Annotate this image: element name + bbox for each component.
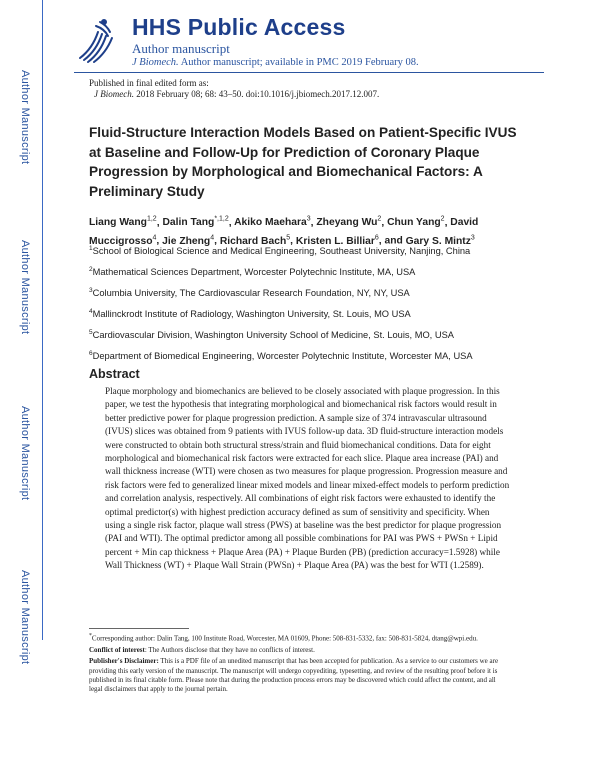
sidebar-label: Author Manuscript	[19, 405, 31, 501]
header-journal[interactable]: J Biomech.	[132, 57, 179, 68]
affiliation: $^1$School of Biological Science and Medical Engineering, Southeast University, Nanjing, China	[89, 245, 471, 257]
publication-citation	[94, 89, 379, 99]
sidebar-label: Author Manuscript	[19, 239, 31, 335]
author: David Muccigrosso$^4$	[89, 217, 479, 247]
header-citation-rest: Author manuscript; available in PMC 2019 February 08.	[180, 57, 419, 68]
author: Richard Bach$^5$	[219, 234, 291, 247]
author: Gary S. Mintz$^3$	[405, 234, 475, 247]
author: Liang Wang$^{1,2}$	[89, 216, 157, 229]
affiliation: $^3$Columbia University, The Cardiovascular Research Foundation, NY, NY, USA	[89, 287, 410, 299]
abstract-body: Plaque morphology and biomechanics are believed to be closely associated with plaque progression. In this paper, we test the hypothesis that integrating morphological and biomechanical risk factors would result in better predictive power for plaque progression prediction. A sample size of 374 intravascular ultrasound (IVUS) slices was obtained from 9 patients with IVUS follow-up data. 3D fluid-structure interaction models were constructed to obtain both structural stress/strain and fluid biomechanical conditions. Data for eight morphological and biomechanical risk factors were extracted for each slice. Plaque area increase (PAI) and wall thickness increase (WTI) were chosen as two measures for plaque progression. Progression measure and risk factors were fed to generalized linear mixed models and linear mixed-effect models to perform prediction and correlation analysis, respectively. All combinations of eight risk factors were exhausted to identify the optimal predictor(s) with highest prediction accuracy defined as sum of sensitivity and specificity. When using a single risk factor, plaque wall stress (PWS) at baseline was the best predictor for plaque progression (PAI and WTI). The optimal predictor among all possible combinations for PAI was PWS + PWSn + Lipid percent + Min cap thickness + Plaque Area (PA) + Plaque Burden (PB) (prediction accuracy=1.5928) while Wall Thickness (WT) + Plaque Wall Strain (PWSn) + Plaque Area (PA) was the best for WTI (1.2589).	[105, 386, 510, 571]
author: Zheyang Wu$^2$	[316, 216, 382, 229]
header-subtitle: Author manuscript	[132, 41, 230, 56]
affiliation: $^5$Cardiovascular Division, Washington University School of Medicine, St. Louis, MO, USA	[89, 329, 454, 341]
sidebar-label: Author Manuscript	[19, 69, 31, 165]
author: Jie Zheng$^4$	[162, 234, 215, 247]
affiliation: $^6$Department of Biomedical Engineering, Worcester Polytechnic Institute, Worcester MA, USA	[89, 350, 473, 362]
conflict-of-interest-note: Conflict of interest: The Authors disclose that they have no conflicts of interest.	[89, 645, 315, 654]
abstract-heading: Abstract	[89, 367, 140, 381]
author: Dalin Tang$^{*,1,2}$	[162, 216, 229, 229]
publication-details[interactable]: 2018 February 08; 68: 43–50. doi:10.1016/j.jbiomech.2017.12.007.	[136, 89, 380, 99]
header-title: HHS Public Access	[132, 14, 346, 40]
paper-title: Fluid-Structure Interaction Models Based on Patient-Specific IVUS at Baseline and Follow-Up for Prediction of Coronary Plaque Progression by Morphological and Biomechanical Factors: A Preliminary Study	[89, 125, 517, 199]
author-list: Liang Wang$^{1,2}$, Dalin Tang$^{*,1,2}$, Akiko Maehara$^3$, Zheyang Wu$^2$, Chun Yang$^2$, David Muccigrosso$^4$, Jie Zheng$^4$, Richard Bach$^5$, Kristen L. Billiar$^6$, and Gary S. Mintz$^3$	[89, 216, 479, 247]
author: Kristen L. Billiar$^6$	[295, 234, 379, 247]
sidebar-label: Author Manuscript	[19, 569, 31, 665]
affiliation: $^4$Mallinckrodt Institute of Radiology, Washington University, St. Louis, MO USA	[89, 308, 411, 320]
corresponding-author-note: *Corresponding author: Dalin Tang, 100 Institute Road, Worcester, MA 01609, Phone: 508-831-5332, fax: 508-831-5824, dtang@wpi.edu.	[89, 633, 478, 643]
footnotes	[89, 632, 509, 697]
publisher-disclaimer: Publisher's Disclaimer: This is a PDF file of an unedited manuscript that has been accepted for publication. As a service to our customers we are providing this early version of the manuscript. The manuscript will undergo copyediting, typesetting, and review of the resulting proof before it is published in its final citable form. Please note that during the production process errors may be discovered which could affect the content, and all legal disclaimers that apply to the journal pertain.	[89, 657, 499, 694]
author: Chun Yang$^2$	[387, 216, 445, 229]
hhs-eagle-icon	[74, 14, 122, 66]
sidebar-rule	[42, 0, 43, 640]
affiliation: $^2$Mathematical Sciences Department, Worcester Polytechnic Institute, MA, USA	[89, 266, 416, 278]
header-citation	[132, 57, 419, 68]
published-note: Published in final edited form as:	[89, 78, 209, 88]
footnote-divider	[89, 628, 189, 629]
author: Akiko Maehara$^3$	[234, 216, 311, 229]
header-divider	[74, 72, 544, 73]
publication-journal: J Biomech.	[94, 89, 134, 99]
